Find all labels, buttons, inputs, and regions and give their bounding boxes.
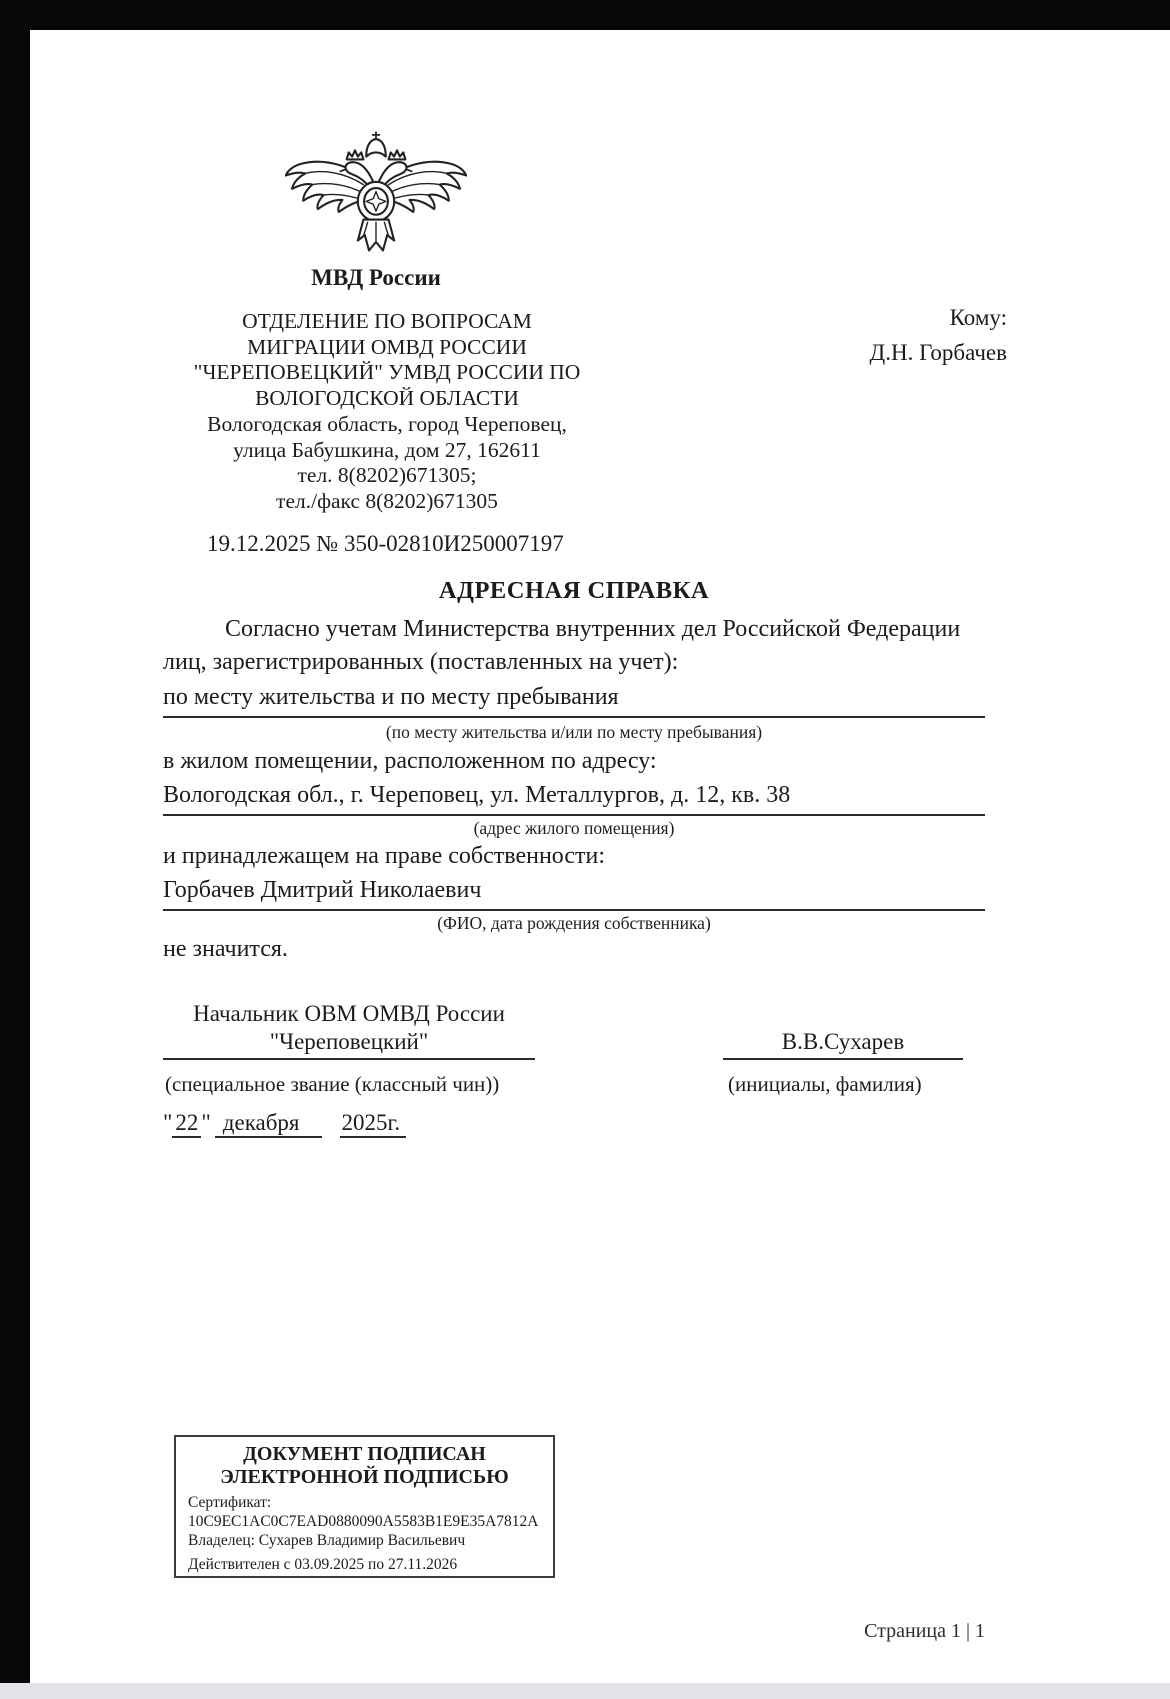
org-short-name: МВД России xyxy=(311,265,441,290)
intro-line: Согласно учетам Министерства внутренних дел Российской Федерации xyxy=(225,616,961,642)
owner-name-caption: (ФИО, дата рождения собственника) xyxy=(437,913,711,933)
emblem-block xyxy=(282,130,470,291)
registration-type-field: по месту жительства и по месту пребывания xyxy=(163,684,985,718)
org-address-line: Вологодская область, город Череповец, xyxy=(207,411,567,436)
org-line: МИГРАЦИИ ОМВД РОССИИ xyxy=(247,334,527,359)
org-line: ВОЛОГОДСКОЙ ОБЛАСТИ xyxy=(255,386,519,411)
esign-owner: Владелец: Сухарев Владимир Васильевич xyxy=(188,1532,466,1549)
document-title: АДРЕСНАЯ СПРАВКА xyxy=(438,577,710,604)
registration-type-caption: (по месту жительства и/или по месту пребывания) xyxy=(385,722,763,742)
intro-paragraph xyxy=(163,613,995,679)
issuing-authority-block xyxy=(158,309,616,515)
mvd-double-headed-eagle-icon xyxy=(285,130,467,263)
signer-name-block: В.В.Сухарев xyxy=(723,1028,963,1060)
signature-date-line xyxy=(163,1110,406,1136)
recipient-block xyxy=(707,305,1007,366)
org-phone-line: тел. 8(8202)671305; xyxy=(297,463,477,488)
ownership-label: и принадлежащем на праве собственности: xyxy=(163,843,606,869)
premises-address-caption: (адрес жилого помещения) xyxy=(473,818,675,838)
signer-position-block xyxy=(163,1000,535,1060)
date-close-quote: " xyxy=(201,1110,211,1135)
org-address-line: улица Бабушкина, дом 27, 162611 xyxy=(233,437,541,462)
document-number-line: 19.12.2025 № 350-02810И250007197 xyxy=(207,531,564,556)
esign-title-line: ДОКУМЕНТ ПОДПИСАН xyxy=(243,1443,486,1465)
scan-frame-left xyxy=(0,0,30,1699)
signer-position-line: "Череповецкий" xyxy=(269,1029,429,1054)
esign-cert-value: 10C9EC1AC0C7EAD0880090A5583B1E9E35A7812A xyxy=(188,1513,539,1530)
result-statement: не значится. xyxy=(163,936,288,962)
intro-line: лиц, зарегистрированных (поставленных на учет): xyxy=(163,649,679,675)
org-line: "ЧЕРЕПОВЕЦКИЙ" УМВД РОССИИ ПО xyxy=(193,360,581,385)
signer-name-caption: (инициалы, фамилия) xyxy=(728,1072,922,1096)
signer-position-caption: (специальное звание (классный чин)) xyxy=(165,1072,500,1096)
page-number: Страница 1 | 1 xyxy=(864,1620,985,1642)
date-year: 2025г. xyxy=(340,1110,407,1138)
esign-validity: Действителен с 03.09.2025 по 27.11.2026 xyxy=(188,1556,458,1573)
esign-title xyxy=(176,1443,553,1489)
date-open-quote: " xyxy=(163,1110,173,1135)
esign-details xyxy=(176,1493,553,1550)
esign-cert-label: Сертификат: xyxy=(188,1494,272,1511)
org-fax-line: тел./факс 8(8202)671305 xyxy=(276,488,498,513)
electronic-signature-stamp xyxy=(174,1435,555,1578)
signer-position-line: Начальник ОВМ ОМВД России xyxy=(193,1001,505,1026)
premises-address-field: Вологодская обл., г. Череповец, ул. Металлургов, д. 12, кв. 38 xyxy=(163,782,985,816)
esign-title-line: ЭЛЕКТРОННОЙ ПОДПИСЬЮ xyxy=(220,1466,509,1488)
scan-frame-top xyxy=(0,0,1170,30)
org-line: ОТДЕЛЕНИЕ ПО ВОПРОСАМ xyxy=(242,309,532,333)
viewport-bottom-bar xyxy=(0,1683,1170,1699)
recipient-label: Кому: xyxy=(949,305,1007,330)
date-month: декабря xyxy=(215,1110,322,1138)
owner-name-field: Горбачев Дмитрий Николаевич xyxy=(163,877,985,911)
premises-label: в жилом помещении, расположенном по адресу: xyxy=(163,748,657,774)
date-day: 22 xyxy=(172,1110,201,1138)
recipient-name: Д.Н. Горбачев xyxy=(869,340,1007,365)
